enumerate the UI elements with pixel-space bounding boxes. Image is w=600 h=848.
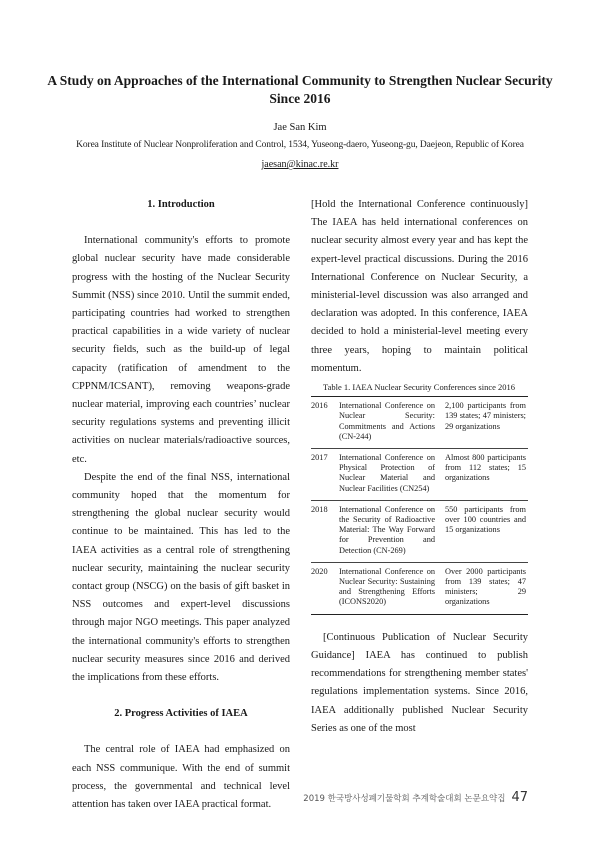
table-cell-year: 2020 xyxy=(311,566,328,576)
iaea-paragraph-1: The central role of IAEA had emphasized on each NSS communique. With the end of summit process, the governmental and technical level attention has taken over IAEA practical format. xyxy=(72,744,290,811)
paper-title: A Study on Approaches of the International Community to Strengthen Nuclear Security Since 2016 xyxy=(47,73,553,106)
table-cell-year: 2016 xyxy=(311,401,328,411)
page-footer xyxy=(303,790,528,805)
author-name: Jae San Kim xyxy=(273,122,327,133)
guidance-paragraph: [Continuous Publication of Nuclear Security Guidance] IAEA has continued to publish recommendations for strengthening member states' regulations implementation systems. Since 2016, IAEA additionally published Nuclear Security Series as one of the most xyxy=(311,631,528,734)
intro-paragraph-2: Despite the end of the final NSS, international community hoped that the momentum for strengthening the global nuclear security would continue to be maintained. This has led to the IAEA activities as a central role of strengthening nuclear security, maintaining the nuclear security contact group (NSCG) on the basis of gift basket in NSS outcomes and expert-level discussions through major NGO meetings. This paper analyzed the international community's efforts to strengthen nuclear security measures since 2016 and derived the implications from these efforts. xyxy=(72,471,290,684)
proceedings-title: 2019 한국방사성폐기물학회 추계학술대회 논문요약집 xyxy=(303,794,506,804)
table-cell-year: 2017 xyxy=(311,453,328,463)
conference-table xyxy=(311,396,528,614)
table-cell-event: International Conference on Physical Protection of Nuclear Material and Nuclear Facilities (CN254) xyxy=(339,453,435,493)
table-cell-participants: 2,100 participants from 139 states; 47 ministers; 29 organizations xyxy=(445,401,526,431)
table-cell-year: 2018 xyxy=(311,504,328,514)
table-cell-participants: Almost 800 participants from 112 states; 15 organizations xyxy=(445,453,526,483)
table-row xyxy=(311,397,528,449)
table-cell-participants: Over 2000 participants from 139 states; 47 ministers; 29 organizations xyxy=(445,566,526,607)
page-number: 47 xyxy=(511,790,528,805)
author-email-line xyxy=(40,159,560,170)
table-cell-event: International Conference on Nuclear Security: Commitments and Actions (CN-244) xyxy=(339,401,435,441)
table-row xyxy=(311,449,528,501)
table-row xyxy=(311,500,528,562)
author-email-link[interactable]: jaesan@kinac.re.kr xyxy=(261,159,339,170)
table-cell-participants: 550 participants from over 100 countries and 15 organizations xyxy=(445,504,526,535)
left-column xyxy=(72,196,290,814)
intro-paragraph-1: International community's efforts to promote global nuclear security have made considerable progress with the hosting of the Nuclear Security Summit (NSS) since 2010. Until the summit ended, participating countries had worked to strengthen practical capabilities in a wide variety of nuclear security fields, such as the build-up of legal capacity (ratification of amendment to the CPPNM/ICSANT), removing weapons-grade nuclear material, improving each countries’ nuclear security regulations systems and preventing illicit activities on nuclear materials/radioactive sources, etc. xyxy=(72,235,290,465)
table-row xyxy=(311,562,528,614)
author-affiliation: Korea Institute of Nuclear Nonproliferation and Control, 1534, Yuseong-daero, Yuseong-gu, Daejeon, Republic of Korea xyxy=(76,140,524,150)
section-1-heading: 1. Introduction xyxy=(147,199,215,210)
conference-paragraph: [Hold the International Conference continuously] The IAEA has held international conferences on nuclear security almost every year and has kept the expert-level practical discussions. During the 2016 International Conference on Nuclear Security, a ministerial-level discussion was also arranged and declaration was adopted. In this conference, IAEA decided to hold a ministerial-level meeting every three years, hoping to maintain political momentum. xyxy=(311,199,528,374)
table-cell-event: International Conference on Nuclear Security: Sustaining and Strengthening Efforts (ICONS2020) xyxy=(339,566,435,607)
table-cell-event: International Conference on the Security of Radioactive Material: The Way Forward for Prevention and Detection (CN-269) xyxy=(339,504,435,555)
table-caption: Table 1. IAEA Nuclear Security Conferences since 2016 xyxy=(323,382,516,393)
section-2-heading: 2. Progress Activities of IAEA xyxy=(114,708,248,720)
right-column xyxy=(311,196,528,738)
